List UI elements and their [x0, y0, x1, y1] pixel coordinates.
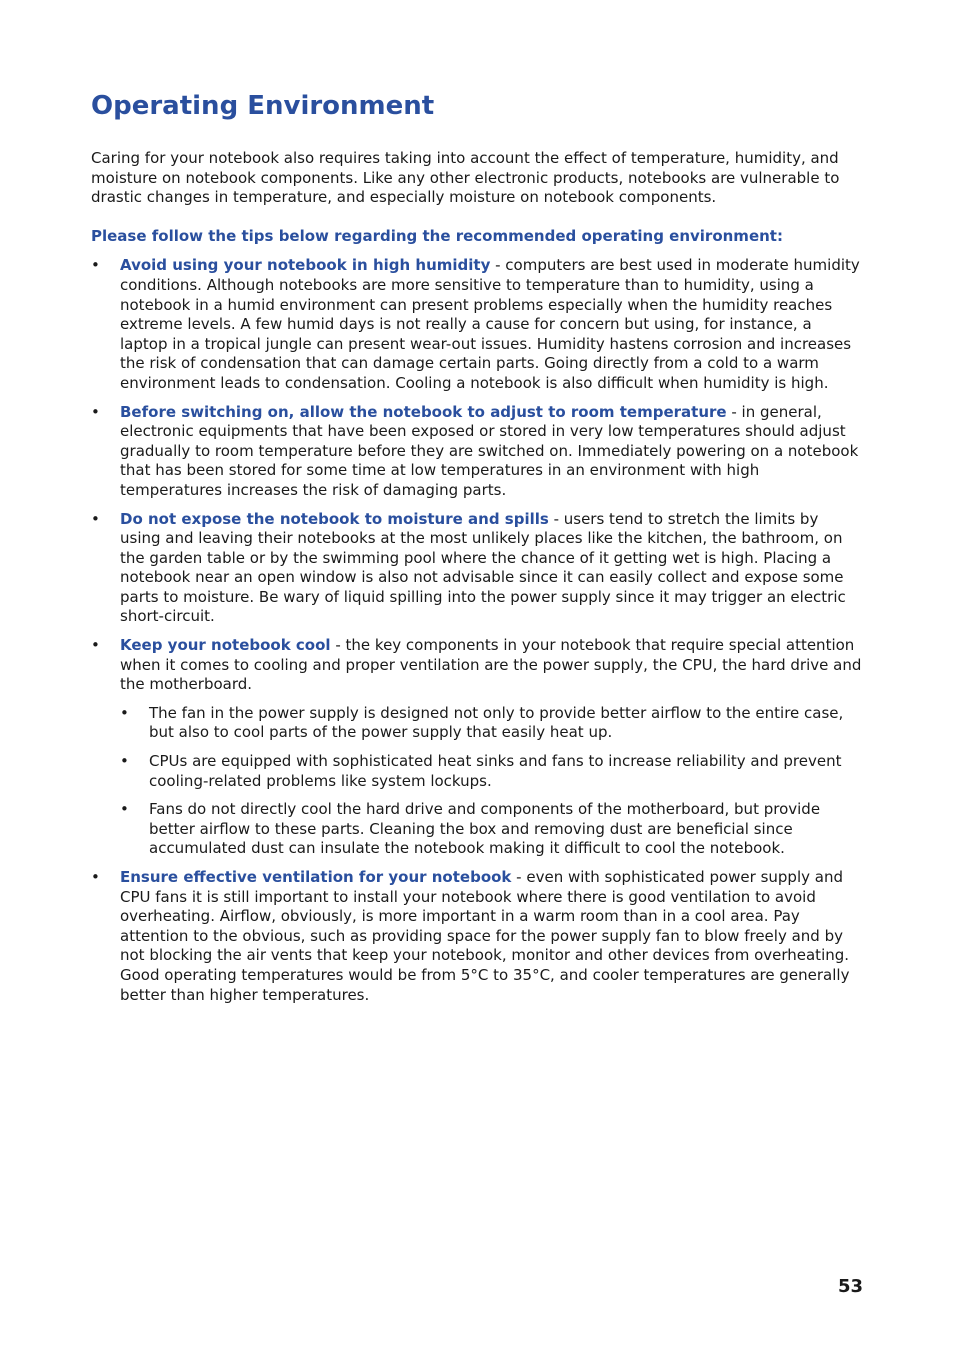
sub-item-power-supply-fan — [120, 704, 863, 743]
tips-list — [91, 256, 863, 1005]
sub-item-text: The fan in the power supply is designed not only to provide better airflow to the entire case, but also to cool parts of the power supply that easily heat up. — [149, 703, 844, 742]
cooling-sublist — [120, 704, 863, 859]
tip-item-room-temperature — [91, 403, 863, 501]
page-title: Operating Environment — [91, 91, 435, 121]
tip-title: Do not expose the notebook to moisture and spills — [120, 509, 549, 528]
sub-item-text: CPUs are equipped with sophisticated heat sinks and fans to increase reliability and prevent cooling-related problems like system lockups. — [149, 752, 842, 790]
tip-item-humidity — [91, 256, 863, 393]
tip-body: - even with sophisticated power supply and CPU fans it is still important to install your notebook where there is good ventilation to avoid overheating. Airflow, obviously, is more important in a warm room than in a cool area. Pay attention to the obvious, such as providing space for the power supply fan to blow freely and by not blocking the air vents that keep your notebook, monitor and other devices from overheating. Good operating temperatures would be from 5°C to 35°C, and cooler temperatures are generally better than higher temperatures. — [120, 868, 850, 1004]
bullet-icon: • — [120, 703, 129, 722]
tip-body: - the key components in your notebook that require special attention when it comes to cooling and proper ventilation are the power supply, the CPU, the hard drive and the motherboard. — [120, 636, 862, 694]
tip-title: Avoid using your notebook in high humidity — [120, 256, 491, 275]
tip-item-keep-cool — [91, 636, 863, 859]
tip-title: Before switching on, allow the notebook to adjust to room temperature — [120, 402, 727, 421]
page-number: 53 — [837, 1276, 863, 1297]
tip-item-ventilation — [91, 868, 863, 1005]
tip-item-moisture — [91, 510, 863, 628]
tip-title: Keep your notebook cool — [120, 636, 331, 655]
tip-body: - users tend to stretch the limits by using and leaving their notebooks at the most unlikely places like the kitchen, the bathroom, on the garden table or by the swimming pool where the chance of it getting wet is high. Placing a notebook near an open window is also not advisable since it can easily collect and expose some parts to moisture. Be wary of liquid spilling into the power supply since it may trigger an electric short-circuit. — [120, 509, 846, 626]
tips-heading: Please follow the tips below regarding the recommended operating environment: — [91, 226, 783, 245]
tip-title: Ensure effective ventilation for your notebook — [120, 868, 512, 886]
bullet-icon: • — [120, 800, 129, 819]
bullet-icon: • — [91, 402, 100, 421]
document-page — [91, 88, 863, 1014]
bullet-icon: • — [91, 509, 100, 528]
tip-body: - in general, electronic equipments that have been exposed or stored in very low temperatures should adjust gradually to room temperature before they are switched on. Immediately powering on a notebook that has been stored for some time at low temperatures in an environment with high temperatures increases the risk of damaging parts. — [120, 402, 859, 499]
sub-item-cpu — [120, 752, 863, 791]
intro-paragraph: Caring for your notebook also requires taking into account the effect of temperature, humidity, and moisture on notebook components. Like any other electronic products, notebooks are vulnerable to drastic changes in temperature, and especially moisture on notebook components. — [91, 149, 840, 207]
bullet-icon: • — [120, 752, 129, 771]
tip-body: - computers are best used in moderate humidity conditions. Although notebooks are more sensitive to temperature than to humidity, using a notebook in a humid environment can present problems especially when the humidity reaches extreme levels. A few humid days is not really a cause for concern but using, for instance, a laptop in a tropical jungle can present wear-out issues. Humidity hastens corrosion and increases the risk of condensation that can damage certain parts. Going directly from a cold to a warm environment leads to condensation. Cooling a notebook is also difficult when humidity is high. — [120, 256, 860, 392]
bullet-icon: • — [91, 256, 100, 275]
bullet-icon: • — [91, 636, 100, 655]
bullet-icon: • — [91, 868, 100, 886]
sub-item-text: Fans do not directly cool the hard drive and components of the motherboard, but provide better airflow to these parts. Cleaning the box and removing dust are beneficial since accumulated dust can insulate the notebook making it difficult to cool the notebook. — [149, 800, 821, 858]
sub-item-hard-drive — [120, 800, 863, 859]
